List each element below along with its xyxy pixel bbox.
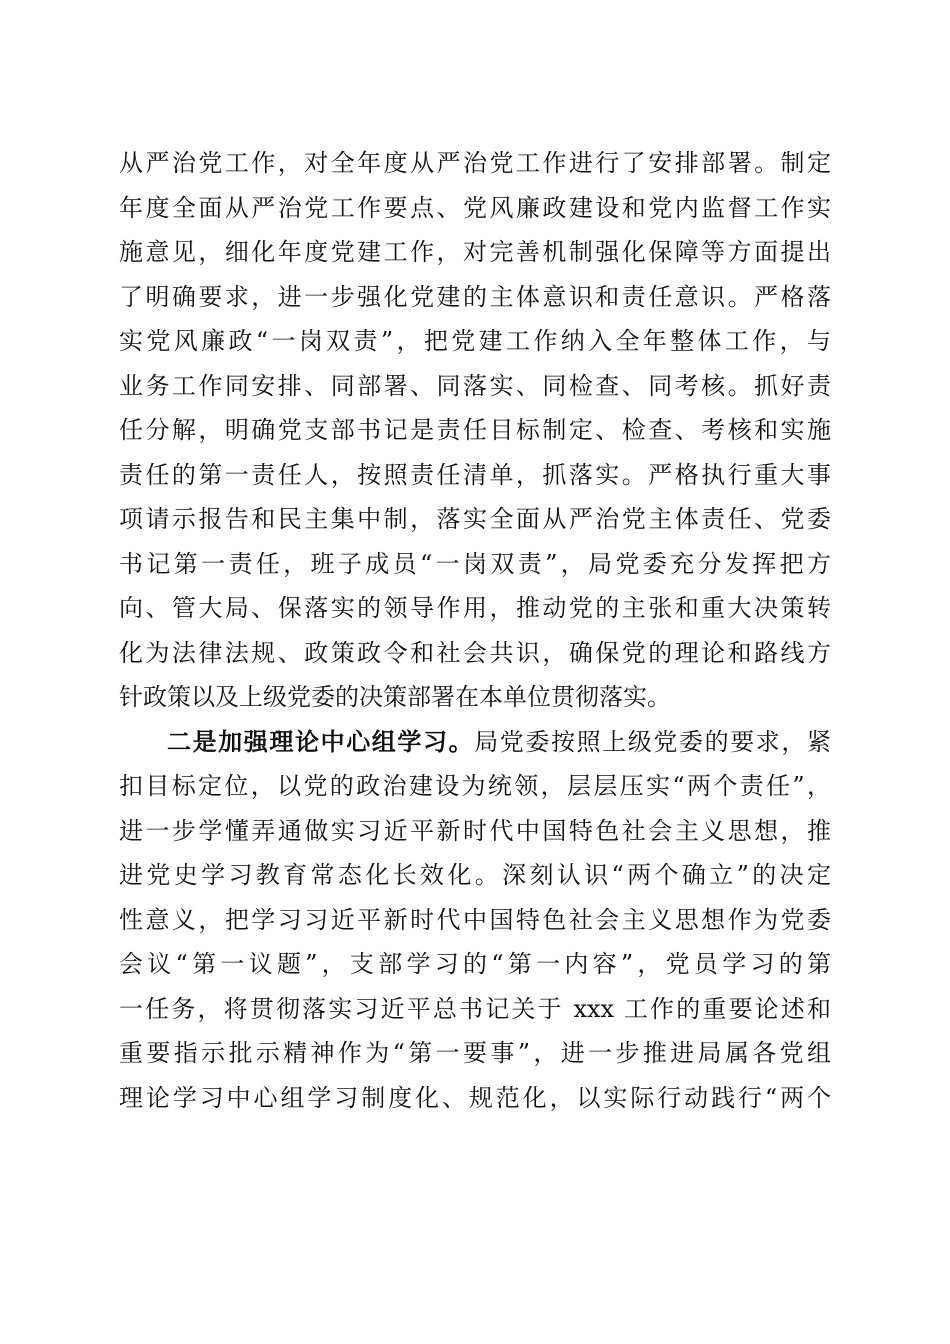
text-line: 扣目标定位，以党的政治建设为统领，层层压实“两个责任”， <box>119 772 831 800</box>
text-line: 从严治党工作，对全年度从严治党工作进行了安排部署。制定 <box>119 149 831 177</box>
text-line: 实党风廉政“一岗双责”，把党建工作纳入全年整体工作，与 <box>119 327 831 355</box>
text-line: 年度全面从严治党工作要点、党风廉政建设和党内监督工作实 <box>119 193 831 222</box>
text-line: 施意见，细化年度党建工作，对完善机制强化保障等方面提出 <box>119 238 831 266</box>
text-line: 一任务，将贯彻落实习近平总书记关于 xxx 工作的重要论述和 <box>119 994 831 1023</box>
text-line: 性意义，把学习习近平新时代中国特色社会主义思想作为党委 <box>119 905 831 934</box>
text-line: 责任的第一责任人，按照责任清单，抓落实。严格执行重大事 <box>119 460 831 489</box>
text-line: 进一步学懂弄通做实习近平新时代中国特色社会主义思想，推 <box>119 816 831 845</box>
text-line: 进党史学习教育常态化长效化。深刻认识“两个确立”的决定 <box>119 861 831 889</box>
text-line: 化为法律法规、政策政令和社会共识，确保党的理论和路线方 <box>119 638 831 667</box>
text-line: 向、管大局、保落实的领导作用，推动党的主张和重大决策转 <box>119 594 831 622</box>
text-line: 重要指示批示精神作为“第一要事”，进一步推进局属各党组 <box>119 1039 831 1067</box>
section-heading: 二是加强理论中心组学习。 <box>167 726 475 756</box>
text-run: 局党委按照上级党委的要求，紧 <box>474 727 832 756</box>
text-line: 理论学习中心组学习制度化、规范化，以实际行动践行“两个 <box>119 1083 831 1112</box>
text-line: 业务工作同安排、同部署、同落实、同检查、同考核。抓好责 <box>119 371 831 400</box>
text-line: 书记第一责任，班子成员“一岗双责”，局党委充分发挥把方 <box>119 549 831 578</box>
paragraph-party-responsibility <box>119 141 831 720</box>
text-line: 针政策以及上级党委的决策部署在本单位贯彻落实。 <box>119 683 671 711</box>
document-body <box>119 141 831 1120</box>
text-line: 任分解，明确党支部书记是责任目标制定、检查、考核和实施 <box>119 416 831 444</box>
paragraph-first-line <box>119 720 831 765</box>
text-line: 会议“第一议题”，支部学习的“第一内容”，党员学习的第 <box>119 950 831 978</box>
text-line: 项请示报告和民主集中制，落实全面从严治党主体责任、党委 <box>119 505 831 533</box>
text-line: 了明确要求，进一步强化党建的主体意识和责任意识。严格落 <box>119 282 831 311</box>
paragraph-theory-study <box>119 720 831 1121</box>
